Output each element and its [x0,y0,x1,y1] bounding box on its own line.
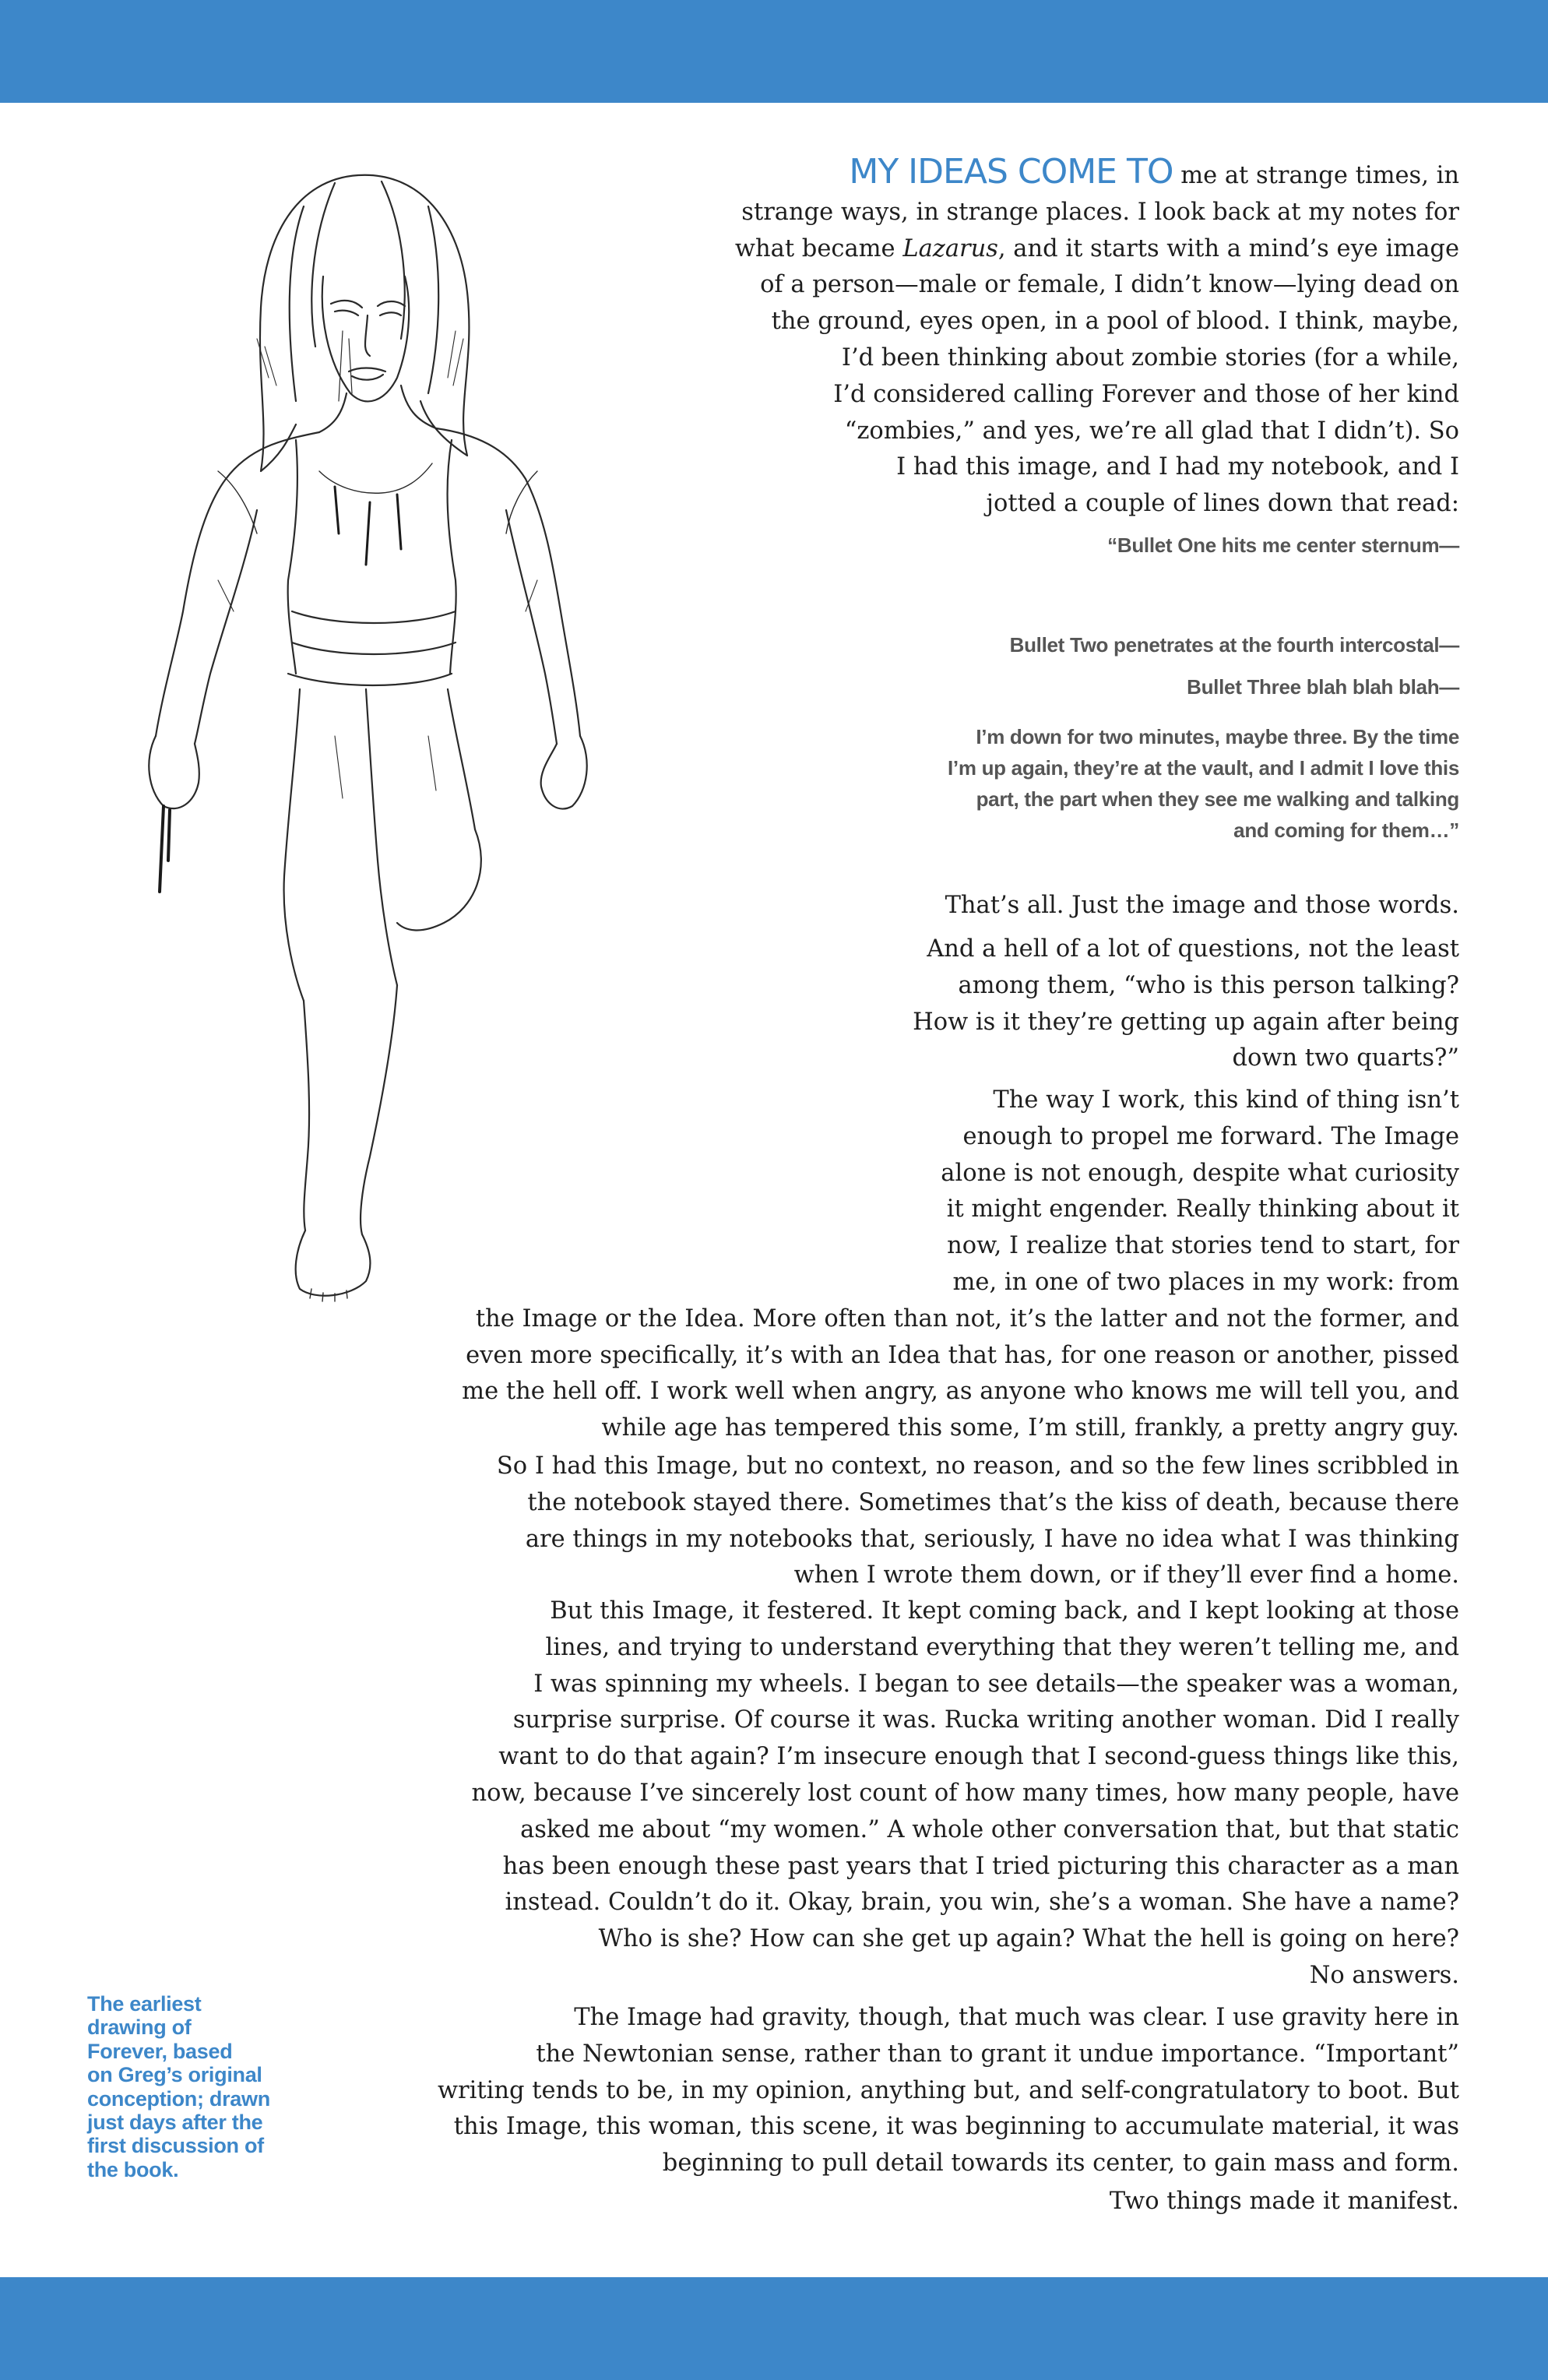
intro-line: of a person—male or female, I didn’t know—lying dead on [760,271,1459,299]
figure-caption [87,1992,305,2181]
caption-line: conception; drawn [87,2086,270,2111]
body-line: want to do that again? I’m insecure enough that I second-guess things like this, [498,1743,1459,1771]
body-line: this Image, this woman, this scene, it was beginning to accumulate material, it was [453,2113,1459,2141]
body-line: among them, “who is this person talking? [958,971,1459,999]
quote-line: Bullet Three blah blah blah— [1187,675,1459,699]
bottom-color-band [0,2277,1548,2380]
caption-line: just days after the [87,2111,263,2135]
body-line: it might engender. Really thinking about it [946,1195,1459,1223]
intro-line: strange ways, in strange places. I look back at my notes for [741,198,1459,226]
caption-line: drawing of [87,2016,192,2040]
caption-line: The earliest [87,1992,202,2016]
intro-line: the ground, eyes open, in a pool of blood. I think, maybe, [771,308,1459,336]
intro-line: me at strange times, in [1180,162,1459,189]
body-paragraph: No answers. [1309,1962,1459,1989]
body-line: the notebook stayed there. Sometimes that’s the kiss of death, because there [527,1488,1459,1516]
body-paragraph: Two things made it manifest. [1109,2188,1459,2215]
body-line: now, because I’ve sincerely lost count of how many times, how many people, have [471,1779,1459,1807]
body-line: now, I realize that stories tend to start, for [947,1232,1459,1260]
body-line: even more specifically, it’s with an Idea that has, for one reason or another, pissed [466,1341,1459,1369]
body-line: asked me about “my women.” A whole other conversation that, but that static [520,1815,1459,1843]
body-line: So I had this Image, but no context, no reason, and so the few lines scribbled in [496,1452,1459,1480]
body-line: How is it they’re getting up again after being [913,1008,1459,1036]
body-line: The way I work, this kind of thing isn’t [993,1086,1459,1114]
body-line: when I wrote them down, or if they’ll ever find a home. [793,1561,1459,1590]
body-line: The Image had gravity, though, that much was clear. I use gravity here in [574,2004,1459,2031]
intro-line: I had this image, and I had my notebook, and I [896,453,1459,481]
body-line: beginning to pull detail towards its center, to gain mass and form. [662,2149,1459,2178]
body-line: And a hell of a lot of questions, not the least [927,935,1459,963]
body-line: me the hell off. I work well when angry, as anyone who knows me will tell you, and [462,1378,1459,1406]
body-line: lines, and trying to understand everything that they weren’t telling me, and [545,1633,1459,1661]
body-line: me, in one of two places in my work: from [952,1268,1459,1296]
quote-block [948,721,1459,846]
body-line: enough to propel me forward. The Image [962,1122,1459,1150]
caption-line: on Greg’s original [87,2063,262,2087]
intro-paragraph [540,154,1459,523]
body-paragraph [913,931,1459,1077]
body-line: down two quarts?” [1232,1044,1459,1072]
body-line: the Image or the Idea. More often than not, it’s the latter and not the former, and [475,1304,1459,1333]
body-paragraph [438,2000,1459,2182]
quote-line: Bullet Two penetrates at the fourth intercostal— [1009,633,1459,657]
body-line: are things in my notebooks that, seriously, I have no idea what I was thinking [525,1525,1459,1553]
body-line: alone is not enough, despite what curiosity [941,1159,1459,1187]
body-line: surprise surprise. Of course it was. Rucka writing another woman. Did I really [512,1706,1459,1734]
caption-line: the book. [87,2157,179,2181]
intro-line: jotted a couple of lines down that read: [986,490,1459,518]
intro-line: what became [734,234,895,262]
intro-line: , and it starts with a mind’s eye image [997,234,1459,262]
book-title: Lazarus [902,234,998,262]
body-line: while age has tempered this some, I’m still, frankly, a pretty angry guy. [601,1414,1459,1442]
intro-line: “zombies,” and yes, we’re all glad that I didn’t). So [844,417,1459,445]
body-line: I was spinning my wheels. I began to see details—the speaker was a woman, [533,1670,1459,1698]
body-line: writing tends to be, in my opinion, anything but, and self-congratulatory to boot. But [437,2076,1459,2104]
caption-line: first discussion of [87,2134,264,2158]
quote-line: part, the part when they see me walking and talking [976,787,1459,811]
quote-line: I’m down for two minutes, maybe three. By the time [976,725,1459,748]
body-paragraph: That’s all. Just the image and those words. [945,892,1459,919]
quote-line: and coming for them…” [1233,819,1459,842]
body-paragraph [462,1083,1459,1447]
intro-line: I’d been thinking about zombie stories (for a while, [841,343,1459,371]
body-paragraph [472,1593,1459,1958]
headline: MY IDEAS COME TO [849,152,1173,192]
body-line: the Newtonian sense, rather than to grant it undue importance. “Important” [536,2040,1459,2068]
quote-line: I’m up again, they’re at the vault, and I admit I love this [948,756,1459,780]
body-line: has been enough these past years that I tried picturing this character as a man [502,1852,1459,1880]
quote-line: “Bullet One hits me center sternum— [1107,533,1459,557]
body-line: But this Image, it festered. It kept coming back, and I kept looking at those [550,1597,1459,1625]
caption-line: Forever, based [87,2039,233,2063]
body-line: instead. Couldn’t do it. Okay, brain, you win, she’s a woman. She have a name? [505,1889,1459,1917]
body-line: Who is she? How can she get up again? What the hell is going on here? [598,1925,1459,1953]
top-color-band [0,0,1548,103]
intro-line: I’d considered calling Forever and those of her kind [833,380,1459,408]
body-paragraph [497,1449,1459,1594]
